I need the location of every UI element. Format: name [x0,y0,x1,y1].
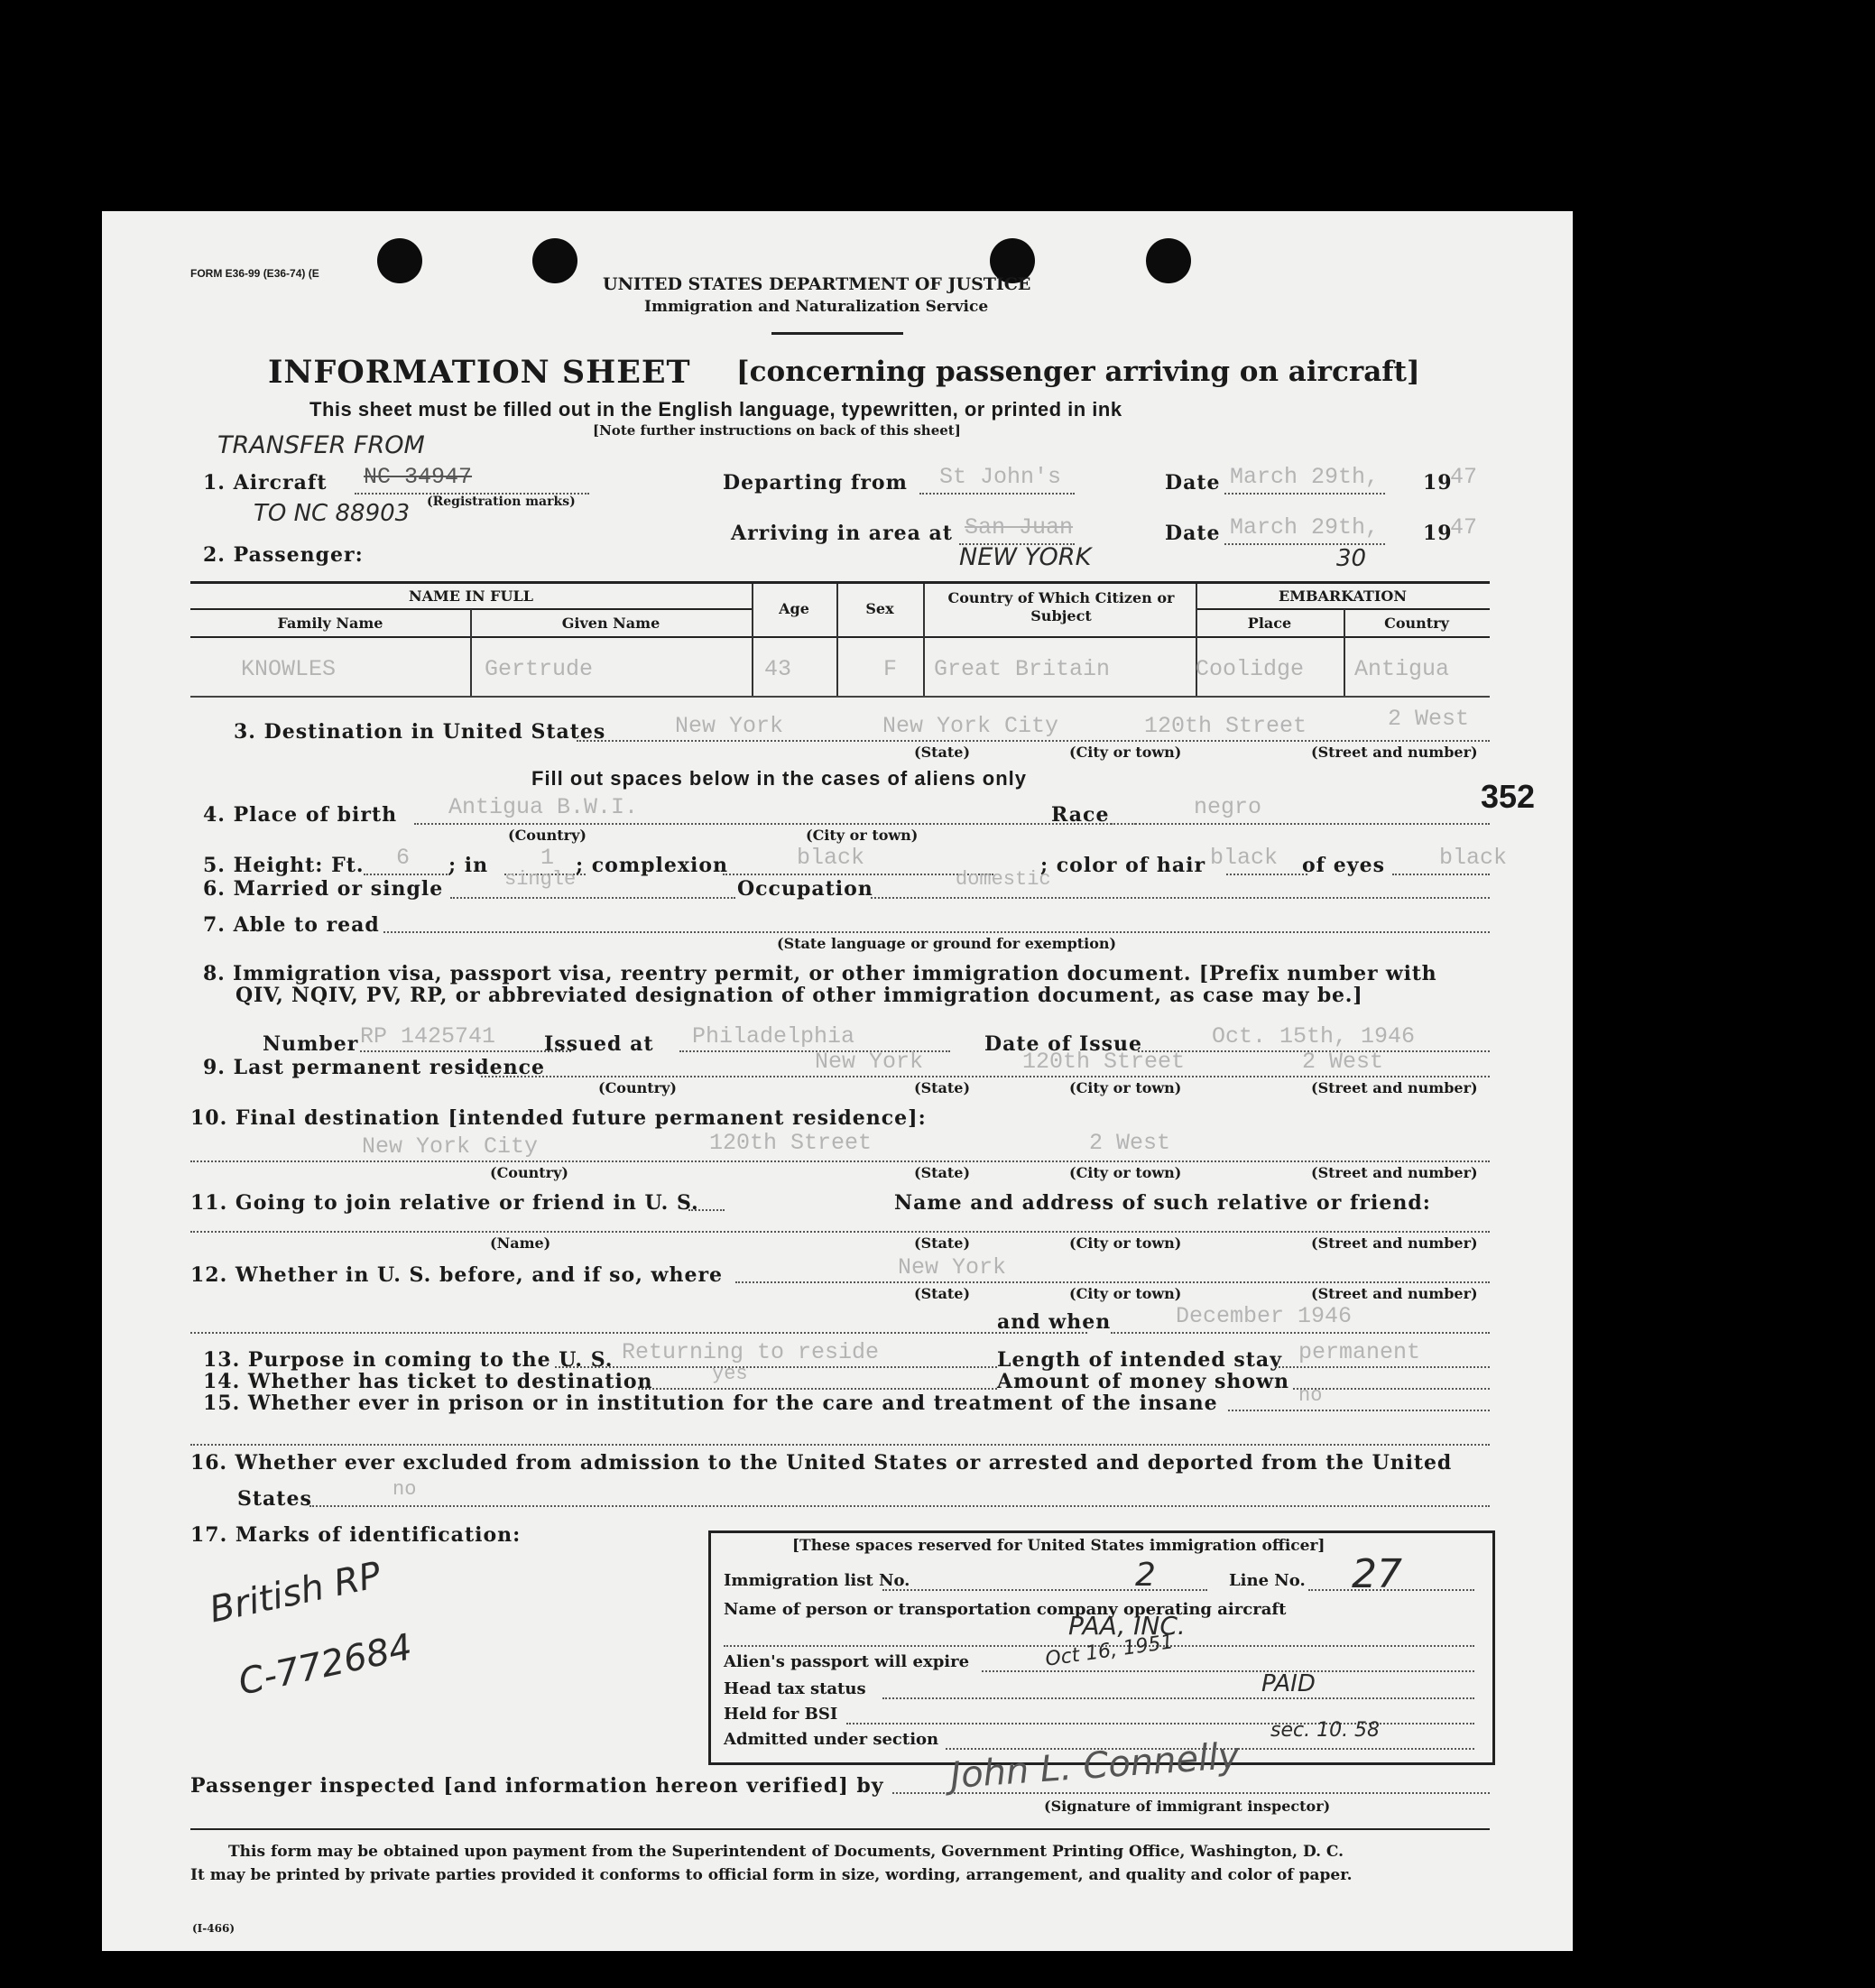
side-number: 352 [1481,778,1536,815]
departing-date-label: Date [1165,471,1221,495]
final-dest-label: 10. Final destination [intended future permanent residence]: [190,1106,927,1130]
last-residence-line [481,1076,1490,1077]
form-code: (I-466) [192,1922,235,1935]
citizen-value: Great Britain [934,656,1111,682]
complexion-value: black [797,845,865,871]
destination-line [577,740,1490,742]
embarkation-header: EMBARKATION [1279,587,1407,605]
header-divider [771,332,903,335]
service-name: Immigration and Naturalization Service [644,298,989,316]
city-caption: (City or town) [1069,744,1182,761]
section-value: sec. 10. 58 [1270,1719,1381,1742]
issued-value: Philadelphia [692,1023,855,1049]
operator-label: Name of person or transportation company operating aircraft [724,1600,1287,1619]
excluded-value: no [393,1478,417,1501]
page-title: INFORMATION SHEET [268,354,691,391]
hair-line [1226,874,1307,875]
passport-value: Oct 16, 1951 [1043,1631,1176,1671]
excluded-line1: 16. Whether ever excluded from admission to the United States or arrested and deported from the United [190,1451,1453,1475]
state-caption: (State) [914,1234,971,1252]
instruction-note: [Note further instructions on back of this sheet] [593,422,961,439]
arriving-year-value: 47 [1450,514,1478,541]
signature-caption: (Signature of immigrant inspector) [1044,1798,1331,1815]
visa-line1: 8. Immigration visa, passport visa, reentry permit, or other immigration document. [Prefix number with [203,962,1437,985]
bsi-line [846,1723,1474,1724]
issued-label: Issued at [544,1032,654,1056]
occupation-value: domestic [956,868,1051,891]
destination-city: New York City [882,713,1059,739]
height-ft: 6 [396,845,411,871]
arriving-date-correction: 30 [1336,545,1367,572]
country-caption: (Country) [508,827,587,844]
destination-street: 120th Street [1144,713,1307,739]
eyes-value: black [1439,845,1508,871]
before-value: New York [898,1254,1007,1281]
family-header: Family Name [277,615,383,632]
final-dest-city: 2 West [1089,1130,1171,1156]
table-rule [1196,608,1490,610]
birth-line [414,823,1136,825]
marks-hand2: C-772684 [235,1626,416,1704]
city-caption: (City or town) [1069,1164,1182,1181]
information-sheet [102,211,1573,1951]
last-residence-label: 9. Last permanent residence [203,1056,545,1079]
visa-number-value: RP 1425741 [360,1023,496,1049]
destination-state: New York [675,713,784,739]
final-dest-country: New York City [362,1133,539,1160]
passport-line [982,1670,1474,1672]
country-caption: (Country) [598,1079,677,1096]
inspector-signature: John L. Connelly [948,1734,1242,1798]
complexion-label: ; complexion [576,854,729,877]
prison-value: no [1298,1384,1323,1407]
table-divider [923,584,925,696]
eyes-line [1392,874,1490,875]
arriving-label: Arriving in area at [731,522,953,545]
age-header: Age [779,600,809,617]
join-label: 11. Going to join relative or friend in U. S. [190,1191,699,1215]
inspected-label: Passenger inspected [and information hereon verified] by [190,1774,884,1798]
height-in-label: ; in [448,854,489,877]
destination-label: 3. Destination in United States [234,720,606,744]
before-second-line [190,1332,1087,1334]
before-label: 12. Whether in U. S. before, and if so, where [190,1263,724,1287]
departing-value: St John's [939,464,1062,490]
departing-date-value: March 29th, [1230,464,1380,490]
page-subtitle: [concerning passenger arriving on aircraft] [736,356,1420,388]
stay-value: permanent [1298,1339,1421,1365]
issue-date-label: Date of Issue [984,1032,1143,1056]
name-header: NAME IN FULL [408,587,533,605]
before-line [735,1281,1490,1283]
passenger-table [190,581,1490,698]
country-caption: (Country) [490,1164,568,1181]
street-caption: (Street and number) [1311,1079,1478,1096]
operator-value: PAA, INC. [1068,1611,1186,1641]
race-line [1111,823,1490,825]
city-caption: (City or town) [1069,1285,1182,1302]
birth-label: 4. Place of birth [203,803,398,827]
arriving-value: San Juan [965,514,1074,541]
ticket-label: 14. Whether has ticket to destination [203,1370,653,1393]
age-value: 43 [764,656,792,682]
family-name: KNOWLES [241,656,337,682]
aircraft-value: NC 34947 [364,464,473,490]
birth-value: Antigua B.W.I. [448,794,639,820]
issue-date-value: Oct. 15th, 1946 [1212,1023,1416,1049]
departing-year-value: 47 [1450,464,1478,490]
country-header: Country of Which Citizen or Subject [947,589,1175,624]
last-residence-street: 2 West [1302,1049,1384,1075]
department-name: UNITED STATES DEPARTMENT OF JUSTICE [603,274,1031,294]
punch-hole [532,238,577,283]
last-residence-city: 120th Street [1022,1049,1186,1075]
list-value: 2 [1135,1557,1156,1594]
street-caption: (Street and number) [1311,744,1478,761]
departing-year-prefix: 19 [1423,471,1453,495]
aliens-heading: Fill out spaces below in the cases of aliens only [531,767,1028,790]
passport-label: Alien's passport will expire [724,1652,970,1671]
line-value: 27 [1352,1551,1402,1597]
marks-hand1: British RP [206,1554,385,1632]
complexion-line [723,874,993,875]
embark-country: Antigua [1354,656,1450,682]
visa-number-label: Number [263,1032,359,1056]
eyes-label: of eyes [1302,854,1385,877]
state-caption: (State) [914,1285,971,1302]
list-line [882,1589,1207,1591]
given-name: Gertrude [485,656,594,682]
departing-date-line [1224,493,1385,495]
footer-divider [190,1828,1490,1830]
given-header: Given Name [561,615,660,632]
language-caption: (State language or ground for exemption) [777,935,1117,952]
read-line [383,931,1490,933]
city-caption: (City or town) [1069,1079,1182,1096]
emb-country-header: Country [1384,615,1449,632]
street-caption: (Street and number) [1311,1234,1478,1252]
officer-box [708,1530,1495,1765]
join-line [190,1231,1490,1233]
when-label: and when [997,1310,1112,1334]
money-label: Amount of money shown [997,1370,1290,1393]
destination-number: 2 West [1388,706,1470,732]
bsi-label: Held for BSI [724,1705,838,1724]
departing-label: Departing from [723,471,908,495]
when-value: December 1946 [1176,1303,1353,1329]
footer-line2: It may be printed by private parties provided it conforms to official form in size, wording, arrangement, and quality and color of paper. [190,1866,1353,1884]
stay-line [1275,1366,1490,1368]
when-line [1111,1332,1490,1334]
tax-value: PAID [1261,1670,1316,1697]
sex-header: Sex [865,600,894,617]
city-caption: (City or town) [1069,1234,1182,1252]
purpose-value: Returning to reside [622,1339,880,1365]
prison-line [1228,1410,1490,1411]
street-caption: (Street and number) [1311,1164,1478,1181]
occupation-line [871,897,1490,899]
excluded-line [309,1505,1490,1507]
punch-hole [377,238,422,283]
purpose-label: 13. Purpose in coming to the U. S. [203,1348,614,1372]
transfer-to: TO NC 88903 [254,500,411,527]
state-caption: (State) [914,1079,971,1096]
visa-number-line [360,1050,571,1052]
transfer-note: TRANSFER FROM [217,431,425,459]
arriving-new: NEW YORK [959,543,1092,571]
footer-line1: This form may be obtained upon payment from the Superintendent of Documents, Government Printing Office, Washington, D. C. [228,1843,1344,1861]
married-value: single [504,868,577,891]
height-in: 1 [540,845,555,871]
city-caption: (City or town) [806,827,919,844]
stay-label: Length of intended stay [997,1348,1282,1372]
section-label: Admitted under section [724,1730,939,1749]
race-value: negro [1194,794,1262,820]
list-label: Immigration list No. [724,1571,910,1590]
arriving-year-prefix: 19 [1423,522,1453,545]
prison-label: 15. Whether ever in prison or in institution for the care and treatment of the insane [203,1392,1218,1415]
married-line [450,897,735,899]
ticket-line [638,1388,997,1390]
join-dots [688,1209,725,1211]
tax-label: Head tax status [724,1679,866,1698]
passenger-label: 2. Passenger: [203,543,364,567]
last-residence-state: New York [815,1049,924,1075]
punch-hole [1146,238,1191,283]
purpose-line [555,1366,997,1368]
arriving-date-label: Date [1165,522,1221,545]
hair-label: ; color of hair [1040,854,1206,877]
name-caption: (Name) [490,1234,551,1252]
money-line [1293,1388,1490,1390]
join-name-label: Name and address of such relative or friend: [894,1191,1431,1215]
embark-place: Coolidge [1196,656,1305,682]
place-header: Place [1247,615,1292,632]
registration-caption: (Registration marks) [427,495,576,509]
sex-value: F [883,656,898,682]
married-label: 6. Married or single [203,877,444,901]
read-label: 7. Able to read [203,913,380,937]
state-caption: (State) [914,744,971,761]
height-ft-line [364,874,450,875]
final-dest-line [190,1160,1490,1162]
aircraft-label: 1. Aircraft [203,471,328,495]
instruction-text: This sheet must be filled out in the English language, typewritten, or printed in ink [309,398,1122,421]
height-label: 5. Height: Ft. [203,854,365,877]
arriving-date-value: March 29th, [1230,514,1380,541]
excluded-line2: States [237,1487,312,1511]
prison-second-line [190,1444,1490,1446]
street-caption: (Street and number) [1311,1285,1478,1302]
state-caption: (State) [914,1164,971,1181]
departing-line [919,493,1075,495]
occupation-label: Occupation [737,877,873,901]
marks-label: 17. Marks of identification: [190,1523,522,1547]
officer-title: [These spaces reserved for United States immigration officer] [792,1537,1325,1555]
final-dest-state: 120th Street [709,1130,873,1156]
hair-value: black [1210,845,1279,871]
visa-line2: QIV, NQIV, PV, RP, or abbreviated designation of other immigration document, as case may be.] [236,984,1363,1007]
table-rule [190,636,1490,638]
line-label: Line No. [1229,1571,1306,1590]
form-id: FORM E36-99 (E36-74) (E [190,267,319,280]
ticket-value: yes [712,1363,748,1385]
race-label: Race [1051,803,1110,827]
tax-line [882,1697,1474,1699]
